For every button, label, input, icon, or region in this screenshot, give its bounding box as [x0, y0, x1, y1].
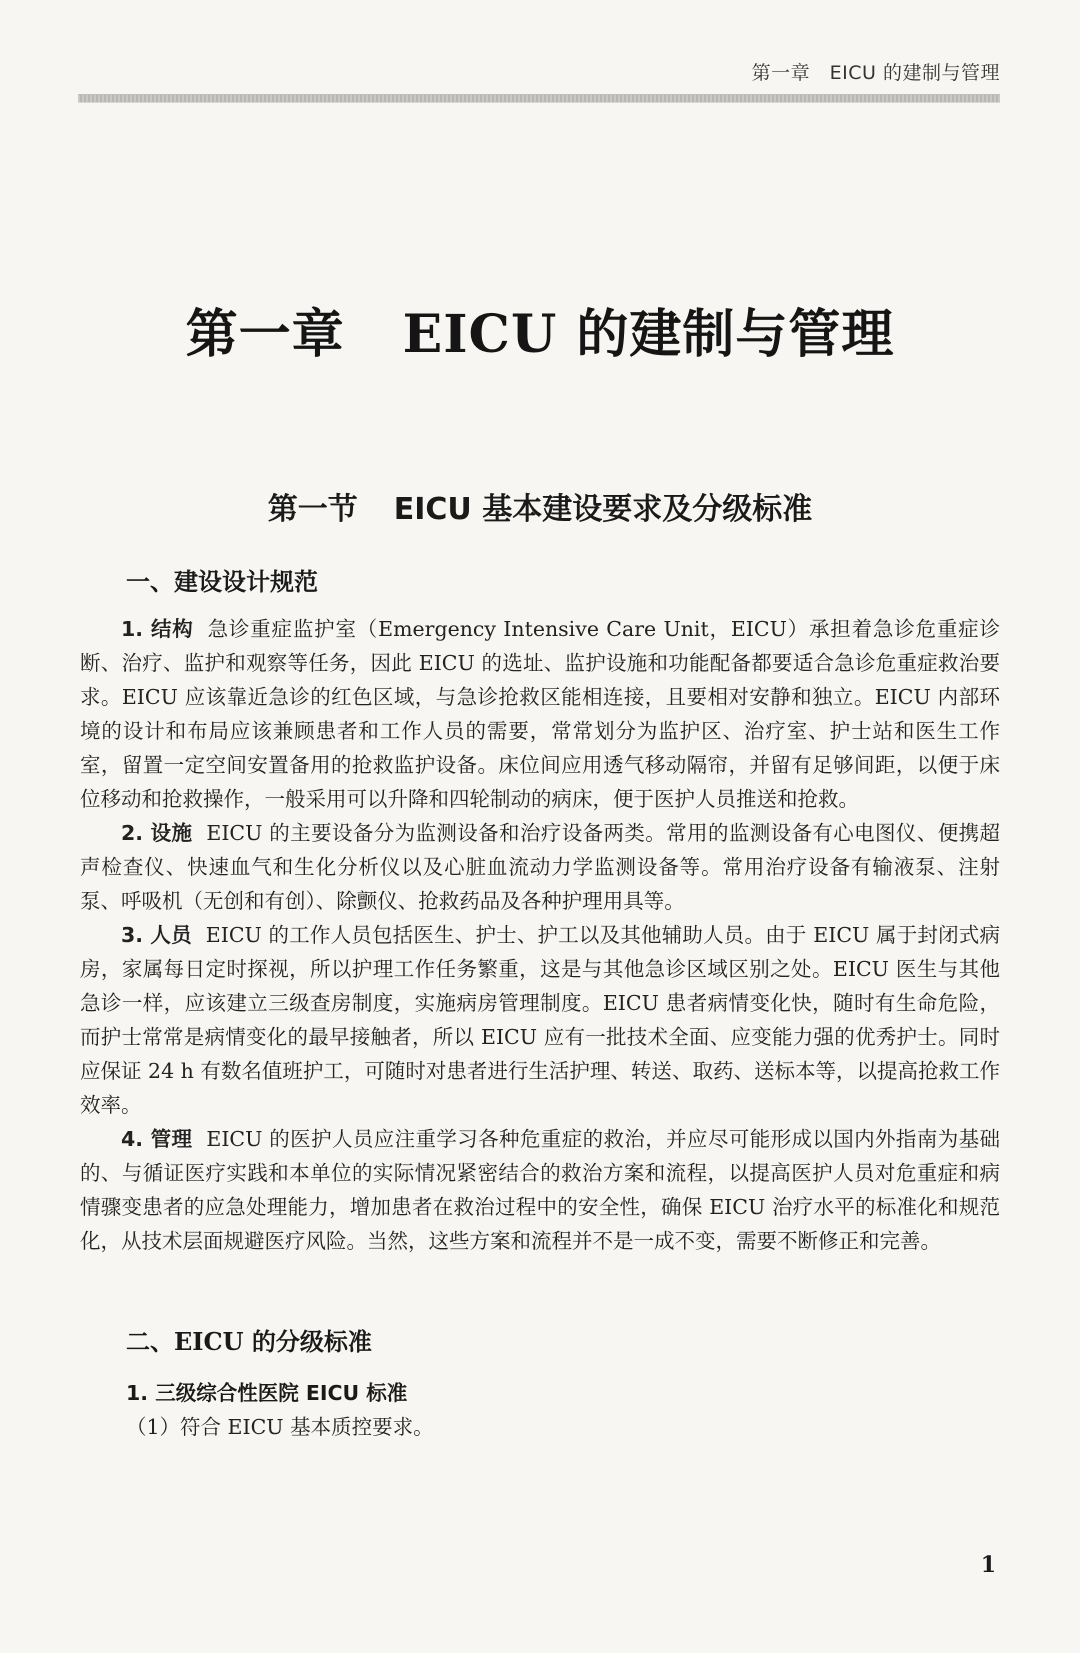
- paragraph-facilities: [80, 816, 1000, 918]
- part2-item-line: （1）符合 EICU 基本质控要求。: [126, 1415, 434, 1439]
- section-name: EICU 基本建设要求及分级标准: [393, 492, 813, 527]
- part1-body: [80, 612, 1000, 1258]
- paragraph-lead: 3. 人员: [121, 923, 192, 947]
- paragraph-structure: [80, 612, 1000, 816]
- paragraph-text: EICU 的主要设备分为监测设备和治疗设备两类。常用的监测设备有心电图仪、便携超声检查仪、快速血气和生化分析仪以及心脏血流动力学监测设备等。常用治疗设备有输液泵、注射泵、呼吸机（无创和有创）、除颤仪、抢救药品及各种护理用具等。: [80, 821, 1000, 913]
- chapter-label: 第一章: [185, 304, 345, 365]
- part1-heading: 一、建设设计规范: [126, 567, 318, 596]
- header-rule: [78, 94, 1000, 103]
- paragraph-staff: [80, 918, 1000, 1122]
- part2-heading: 二、EICU 的分级标准: [126, 1327, 372, 1356]
- section-title: [0, 484, 1080, 528]
- paragraph-text: EICU 的医护人员应注重学习各种危重症的救治，并应尽可能形成以国内外指南为基础的、与循证医疗实践和本单位的实际情况紧密结合的救治方案和流程，以提高医护人员对危重症和病情骤变患者的应急处理能力，增加患者在救治过程中的安全性，确保 EICU 治疗水平的标准化和规范化，从技术层面规避医疗风险。当然，这些方案和流程并不是一成不变，需要不断修正和完善。: [80, 1127, 1000, 1253]
- chapter-name: EICU 的建制与管理: [402, 304, 895, 365]
- paragraph-lead: 4. 管理: [121, 1127, 193, 1151]
- paragraph-lead: 2. 设施: [121, 821, 193, 845]
- paragraph-text: 急诊重症监护室（Emergency Intensive Care Unit，EICU）承担着急诊危重症诊断、治疗、监护和观察等任务，因此 EICU 的选址、监护设施和功能配备都要适合急诊危重症救治要求。EICU 应该靠近急诊的红色区域，与急诊抢救区能相连接，且要相对安静和独立。EICU 内部环境的设计和布局应该兼顾患者和工作人员的需要，常常划分为监护区、治疗室、护士站和医生工作室，留置一定空间安置备用的抢救监护设备。床位间应用透气移动隔帘，并留有足够间距，以便于床位移动和抢救操作，一般采用可以升降和四轮制动的病床，便于医护人员推送和抢救。: [80, 617, 1000, 811]
- paragraph-management: [80, 1122, 1000, 1258]
- section-label: 第一节: [267, 492, 358, 527]
- page-number: 1: [980, 1552, 996, 1578]
- part2-item-heading: 1. 三级综合性医院 EICU 标准: [126, 1381, 408, 1405]
- paragraph-lead: 1. 结构: [121, 617, 194, 641]
- running-header: 第一章 EICU 的建制与管理: [751, 62, 1000, 84]
- chapter-title: [0, 292, 1080, 367]
- paragraph-text: EICU 的工作人员包括医生、护士、护工以及其他辅助人员。由于 EICU 属于封闭式病房，家属每日定时探视，所以护理工作任务繁重，这是与其他急诊区域区别之处。EICU 医生与其他急诊一样，应该建立三级查房制度，实施病房管理制度。EICU 患者病情变化快，随时有生命危险，而护士常常是病情变化的最早接触者，所以 EICU 应有一批技术全面、应变能力强的优秀护士。同时应保证 24 h 有数名值班护工，可随时对患者进行生活护理、转送、取药、送标本等，以提高抢救工作效率。: [80, 923, 1000, 1117]
